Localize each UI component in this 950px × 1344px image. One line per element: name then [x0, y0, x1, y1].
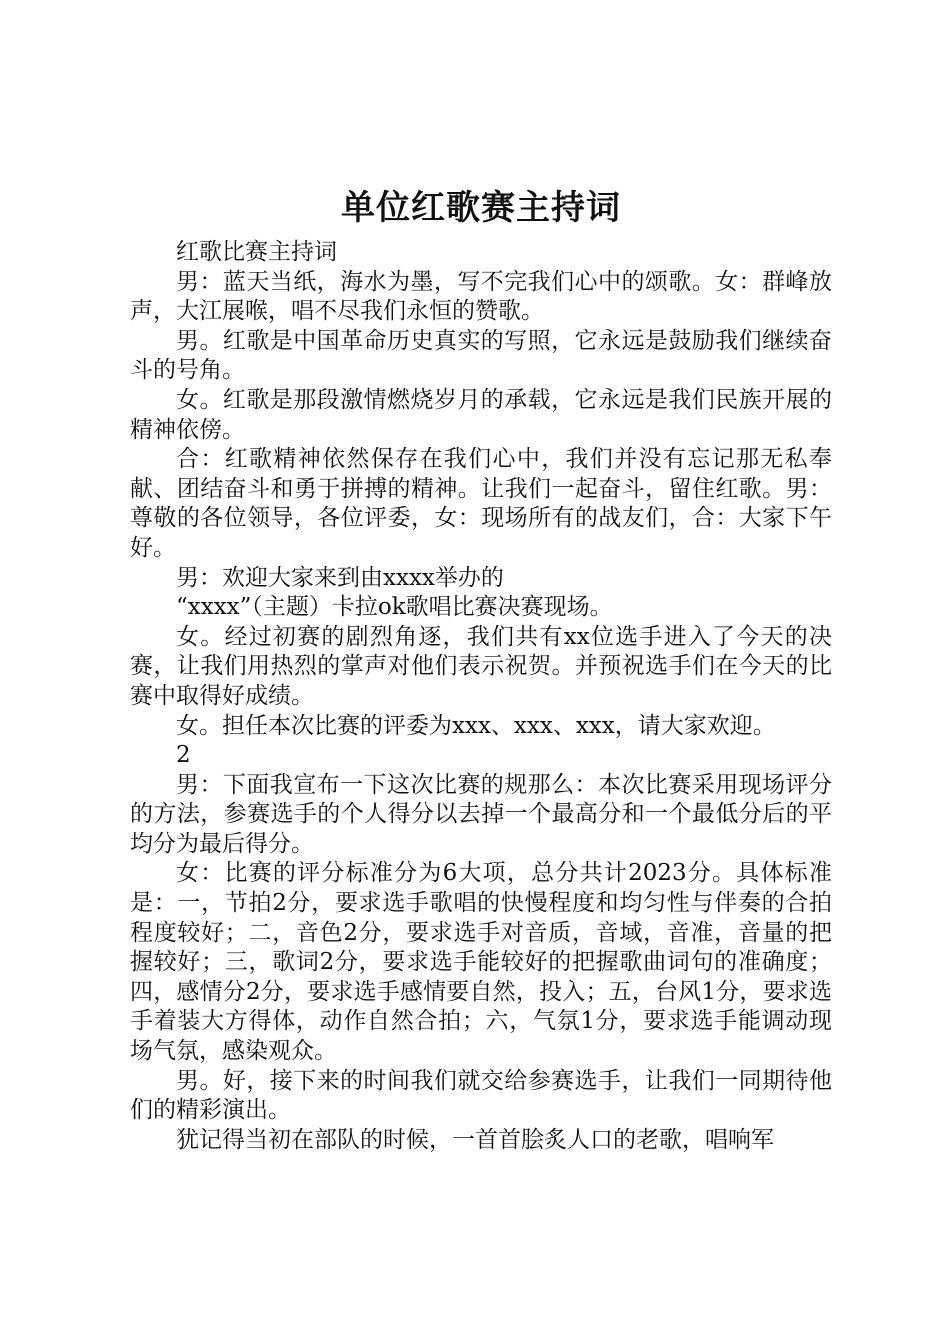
paragraph: “xxxx”（主题）卡拉ok歌唱比赛决赛现场。: [176, 594, 613, 621]
paragraph: 女。经过初赛的剧烈角逐，我们共有xx位选手进入了今天的决赛，让我们用热烈的掌声对他们表示祝贺。并预祝选手们在今天的比赛中取得好成绩。: [130, 623, 832, 709]
paragraph-subtitle: 红歌比赛主持词: [176, 239, 337, 265]
page-number-marker: 2: [176, 742, 191, 769]
paragraph: 女。红歌是那段激情燃烧岁月的承载，它永远是我们民族开展的精神依傍。: [130, 386, 832, 443]
paragraph: 男：欢迎大家来到由xxxx举办的: [176, 564, 504, 591]
paragraph: 男：下面我宣布一下这次比赛的规那么：本次比赛采用现场评分的方法，参赛选手的个人得分以去掉一个最高分和一个最低分后的平均分为最后得分。: [130, 771, 832, 857]
paragraph: 合：红歌精神依然保存在我们心中，我们并没有忘记那无私奉献、团结奋斗和勇于拼搏的精神。让我们一起奋斗，留住红歌。男：尊敬的各位领导，各位评委，女：现场所有的战友们，合：大家下午好。: [130, 446, 832, 561]
paragraph: 男。好，接下来的时间我们就交给参赛选手，让我们一同期待他们的精彩演出。: [130, 1067, 832, 1124]
paragraph: 女。担任本次比赛的评委为xxx、xxx、xxx，请大家欢迎。: [176, 712, 776, 739]
document-title: 单位红歌赛主持词: [341, 188, 621, 228]
paragraph: 犹记得当初在部队的时候，一首首脍炙人口的老歌，唱响军: [176, 1126, 774, 1153]
paragraph: 男：蓝天当纸，海水为墨，写不完我们心中的颂歌。女：群峰放声，大江展喉，唱不尽我们永恒的赞歌。: [130, 268, 832, 325]
paragraph: 男。红歌是中国革命历史真实的写照，它永远是鼓励我们继续奋斗的号角。: [130, 327, 832, 384]
paragraph: 女：比赛的评分标准分为6大项，总分共计2023分。具体标准是：一，节拍2分，要求选手歌唱的快慢程度和均匀性与伴奏的合拍程度较好；二，音色2分，要求选手对音质，音域，音准，音量的把握较好；三，歌词2分，要求选手能较好的把握歌曲词句的准确度；四，感情分2分，要求选手感情要自然，投入；五，台风1分，要求选手着装大方得体，动作自然合拍；六，气氛1分，要求选手能调动现场气氛，感染观众。: [130, 860, 832, 1065]
document-page: [130, 180, 832, 1155]
